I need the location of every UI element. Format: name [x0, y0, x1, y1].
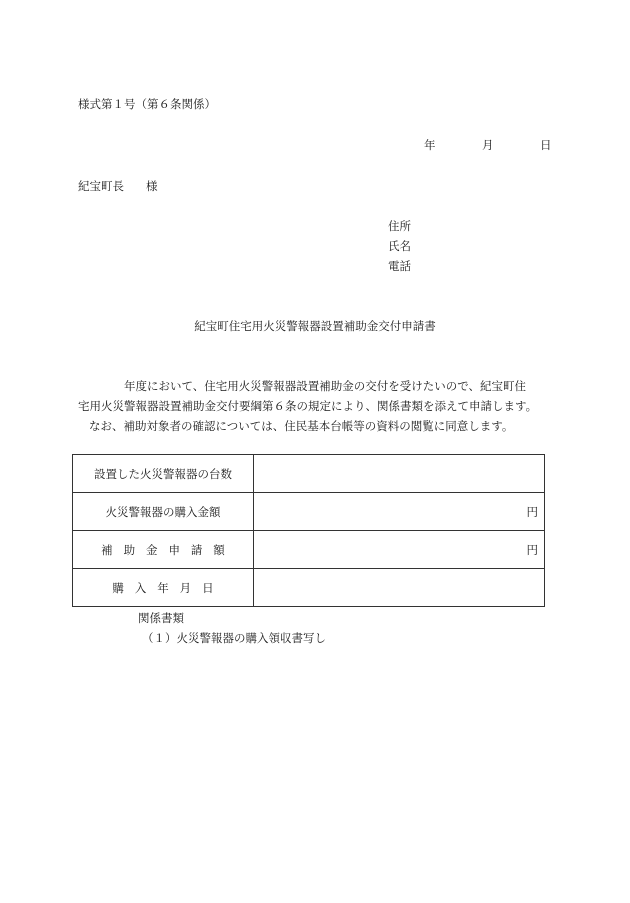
alarm-count-value[interactable]: [254, 455, 545, 493]
document-title: 紀宝町住宅用火災警報器設置補助金交付申請書: [194, 319, 436, 333]
date-year-label: 年: [424, 138, 436, 152]
purchase-amount-unit: 円: [526, 504, 538, 519]
body-line-2: 宅用火災警報器設置補助金交付要綱第６条の規定により、関係書類を添えて申請します。: [78, 399, 538, 413]
purchase-amount-label: 火災警報器の購入金額: [73, 493, 254, 531]
application-details-table: [72, 454, 545, 607]
addressee-name: 紀宝町長: [78, 179, 124, 193]
addressee: [78, 178, 158, 194]
purchase-date-value[interactable]: [254, 569, 545, 607]
form-number: 様式第１号（第６条関係）: [78, 97, 216, 111]
related-document-item: （１）火災警報器の購入領収書写し: [142, 631, 326, 645]
date-day-label: 日: [540, 138, 552, 152]
subsidy-amount-label: 補助金申請額: [73, 531, 254, 569]
applicant-address-label: 住所: [388, 219, 411, 233]
applicant-phone-label: 電話: [388, 259, 411, 273]
purchase-date-label: 購入年月日: [73, 569, 254, 607]
application-body: [78, 376, 554, 436]
applicant-name-label: 氏名: [388, 239, 411, 253]
table-row-subsidy-amount: [73, 531, 545, 569]
body-line-3: なお、補助対象者の確認については、住民基本台帳等の資料の閲覧に同意します。: [89, 419, 514, 433]
body-line-1: 年度において、住宅用火災警報器設置補助金の交付を受けたいので、紀宝町住: [124, 379, 527, 393]
date-month-label: 月: [482, 138, 494, 152]
table-row-purchase-date: [73, 569, 545, 607]
addressee-honorific: 様: [146, 179, 158, 193]
subsidy-amount-value[interactable]: [254, 531, 545, 569]
alarm-count-label: 設置した火災警報器の台数: [73, 455, 254, 493]
subsidy-amount-unit: 円: [526, 542, 538, 557]
purchase-amount-value[interactable]: [254, 493, 545, 531]
related-documents-heading: 関係書類: [138, 611, 184, 625]
table-row-purchase-amount: [73, 493, 545, 531]
table-row-alarm-count: [73, 455, 545, 493]
